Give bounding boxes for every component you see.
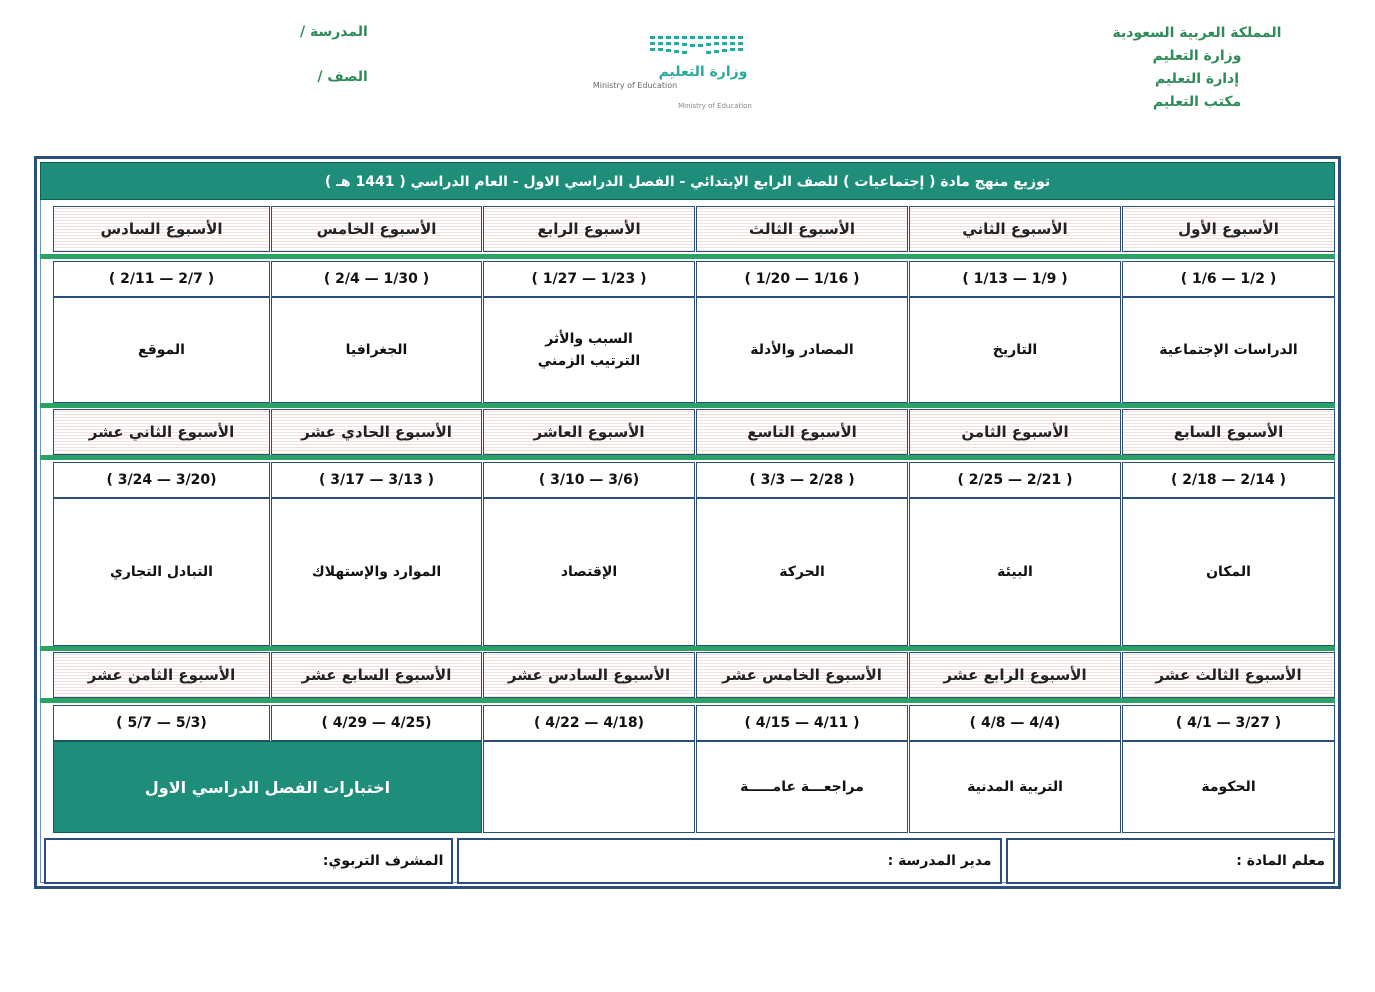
- date-3: ( 1/16 — 1/20 ): [696, 261, 908, 297]
- topics-row-1: [40, 297, 1335, 403]
- header-line-2: وزارة التعليم: [1152, 48, 1242, 64]
- ministry-logo: [585, 30, 765, 115]
- week-17: الأسبوع السابع عشر: [271, 652, 482, 698]
- school-principal-field: مدير المدرسة :: [457, 838, 1001, 884]
- week-9: الأسبوع التاسع: [696, 409, 908, 455]
- separator-line: [40, 455, 1335, 460]
- topics-row-2: [40, 498, 1335, 646]
- topic-1: الدراسات الإجتماعية: [1122, 297, 1335, 403]
- weeks-row-1: [40, 206, 1335, 252]
- topic-9: الحركة: [696, 498, 908, 646]
- week-14: الأسبوع الرابع عشر: [909, 652, 1121, 698]
- topic-16: [483, 741, 695, 833]
- topic-3: المصادر والأدلة: [696, 297, 908, 403]
- dates-row-3: [40, 705, 1335, 741]
- date-7: ( 2/14 — 2/18 ): [1122, 462, 1335, 498]
- week-7: الأسبوع السابع: [1122, 409, 1335, 455]
- topic-5: الجغرافيا: [271, 297, 482, 403]
- header-line-4: مكتب التعليم: [1152, 94, 1242, 110]
- date-10: (3/6 — 3/10 ): [483, 462, 695, 498]
- weeks-row-3: [40, 652, 1335, 698]
- week-4: الأسبوع الرابع: [483, 206, 695, 252]
- week-13: الأسبوع الثالث عشر: [1122, 652, 1335, 698]
- topics-row-3: [40, 741, 1335, 833]
- week-8: الأسبوع الثامن: [909, 409, 1121, 455]
- week-6: الأسبوع السادس: [53, 206, 270, 252]
- date-6: ( 2/7 — 2/11 ): [53, 261, 270, 297]
- week-1: الأسبوع الأول: [1122, 206, 1335, 252]
- logo-english-text-2: Ministry of Education: [678, 102, 752, 110]
- signatures-row: [40, 838, 1335, 884]
- topic-7: المكان: [1122, 498, 1335, 646]
- date-4: ( 1/23 — 1/27 ): [483, 261, 695, 297]
- curriculum-table: [34, 156, 1341, 889]
- topic-8: البيئة: [909, 498, 1121, 646]
- date-18: (5/3 — 5/7 ): [53, 705, 270, 741]
- dates-row-1: [40, 261, 1335, 297]
- school-info: [300, 24, 368, 114]
- date-16: (4/18 — 4/22 ): [483, 705, 695, 741]
- week-18: الأسبوع الثامن عشر: [53, 652, 270, 698]
- school-label: المدرسة /: [300, 24, 368, 40]
- week-3: الأسبوع الثالث: [696, 206, 908, 252]
- week-16: الأسبوع السادس عشر: [483, 652, 695, 698]
- exams-cell: اختبارات الفصل الدراسي الاول: [53, 741, 482, 833]
- header-line-1: المملكة العربية السعودية: [1112, 25, 1282, 41]
- topic-15: مراجعـــة عامـــــة: [696, 741, 908, 833]
- subject-teacher-field: معلم المادة :: [1006, 838, 1335, 884]
- date-12: (3/20 — 3/24 ): [53, 462, 270, 498]
- date-11: ( 3/13 — 3/17 ): [271, 462, 482, 498]
- week-10: الأسبوع العاشر: [483, 409, 695, 455]
- logo-english-text: Ministry of Education: [592, 81, 678, 90]
- date-15: ( 4/11 — 4/15 ): [696, 705, 908, 741]
- date-13: ( 3/27 — 4/1 ): [1122, 705, 1335, 741]
- class-label: الصف /: [317, 69, 368, 85]
- separator-line: [40, 254, 1335, 259]
- supervisor-field: المشرف التربوي:: [44, 838, 453, 884]
- topic-14: التربية المدنية: [909, 741, 1121, 833]
- separator-line: [40, 646, 1335, 651]
- topic-2: التاريخ: [909, 297, 1121, 403]
- date-9: ( 2/28 — 3/3 ): [696, 462, 908, 498]
- date-5: ( 1/30 — 2/4 ): [271, 261, 482, 297]
- week-12: الأسبوع الثاني عشر: [53, 409, 270, 455]
- table-title: توزيع منهج مادة ( إجتماعيات ) للصف الرابع الإبتدائي - الفصل الدراسي الاول - العام الدراسي ( 1441 هـ ): [40, 162, 1335, 200]
- week-15: الأسبوع الخامس عشر: [696, 652, 908, 698]
- topic-10: الإقتصاد: [483, 498, 695, 646]
- topic-6: الموقع: [53, 297, 270, 403]
- topic-12: التبادل التجاري: [53, 498, 270, 646]
- date-1: ( 1/2 — 1/6 ): [1122, 261, 1335, 297]
- date-2: ( 1/9 — 1/13 ): [909, 261, 1121, 297]
- header-line-3: إدارة التعليم: [1154, 71, 1240, 87]
- date-14: (4/4 — 4/8 ): [909, 705, 1121, 741]
- separator-line: [40, 698, 1335, 703]
- separator-line: [40, 403, 1335, 408]
- dates-row-2: [40, 462, 1335, 498]
- week-11: الأسبوع الحادي عشر: [271, 409, 482, 455]
- week-2: الأسبوع الثاني: [909, 206, 1121, 252]
- logo-arabic-text: وزارة التعليم: [658, 64, 748, 80]
- topic-4: السبب والأثر الترتيب الزمني: [483, 297, 695, 403]
- date-8: ( 2/21 — 2/25 ): [909, 462, 1121, 498]
- weeks-row-2: [40, 409, 1335, 455]
- ministry-logo-icon: [585, 30, 765, 115]
- date-17: (4/25 — 4/29 ): [271, 705, 482, 741]
- topic-11: الموارد والإستهلاك: [271, 498, 482, 646]
- week-5: الأسبوع الخامس: [271, 206, 482, 252]
- topic-13: الحكومة: [1122, 741, 1335, 833]
- ministry-header: [1097, 22, 1297, 114]
